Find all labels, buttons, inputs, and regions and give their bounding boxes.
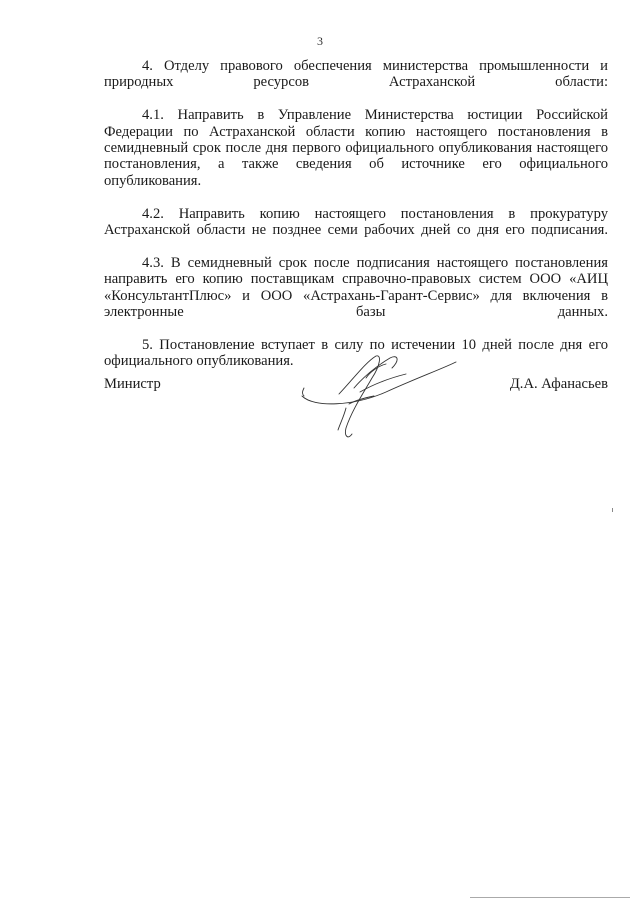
- page-number: 3: [317, 34, 323, 48]
- document-body: [104, 58, 608, 370]
- signature-block: [104, 370, 608, 460]
- paragraph-4-3: 4.3. В семидневный срок после подписания настоящего постановления направить его копию поставщикам справочно-правовых систем ООО «АИЦ «КонсультантПлюс» и ООО «Астрахань-Гарант-Сервис» для включения в электронные базы данных.: [104, 254, 608, 321]
- paragraph-4-1: 4.1. Направить в Управление Министерства юстиции Российской Федерации по Астраханской области копию настоящего постановления в семидневный срок после дня первого официального опубликования настоящего постановления, а также сведения об источнике его официального опубликования.: [104, 107, 608, 189]
- paragraph-4: 4. Отделу правового обеспечения министерства промышленности и природных ресурсов Астраханской области:: [104, 58, 608, 91]
- signer-position: Министр: [104, 376, 161, 392]
- handwritten-signature: [294, 348, 459, 448]
- signer-name: Д.А. Афанасьев: [509, 376, 608, 392]
- paragraph-4-2: 4.2. Направить копию настоящего постановления в прокуратуру Астраханской области не позднее семи рабочих дней со дня его подписания.: [104, 205, 608, 239]
- paragraph-5: 5. Постановление вступает в силу по истечении 10 дней после дня его официального опубликования.: [104, 336, 608, 370]
- scan-artifact: [470, 897, 630, 898]
- scan-artifact: [612, 508, 613, 512]
